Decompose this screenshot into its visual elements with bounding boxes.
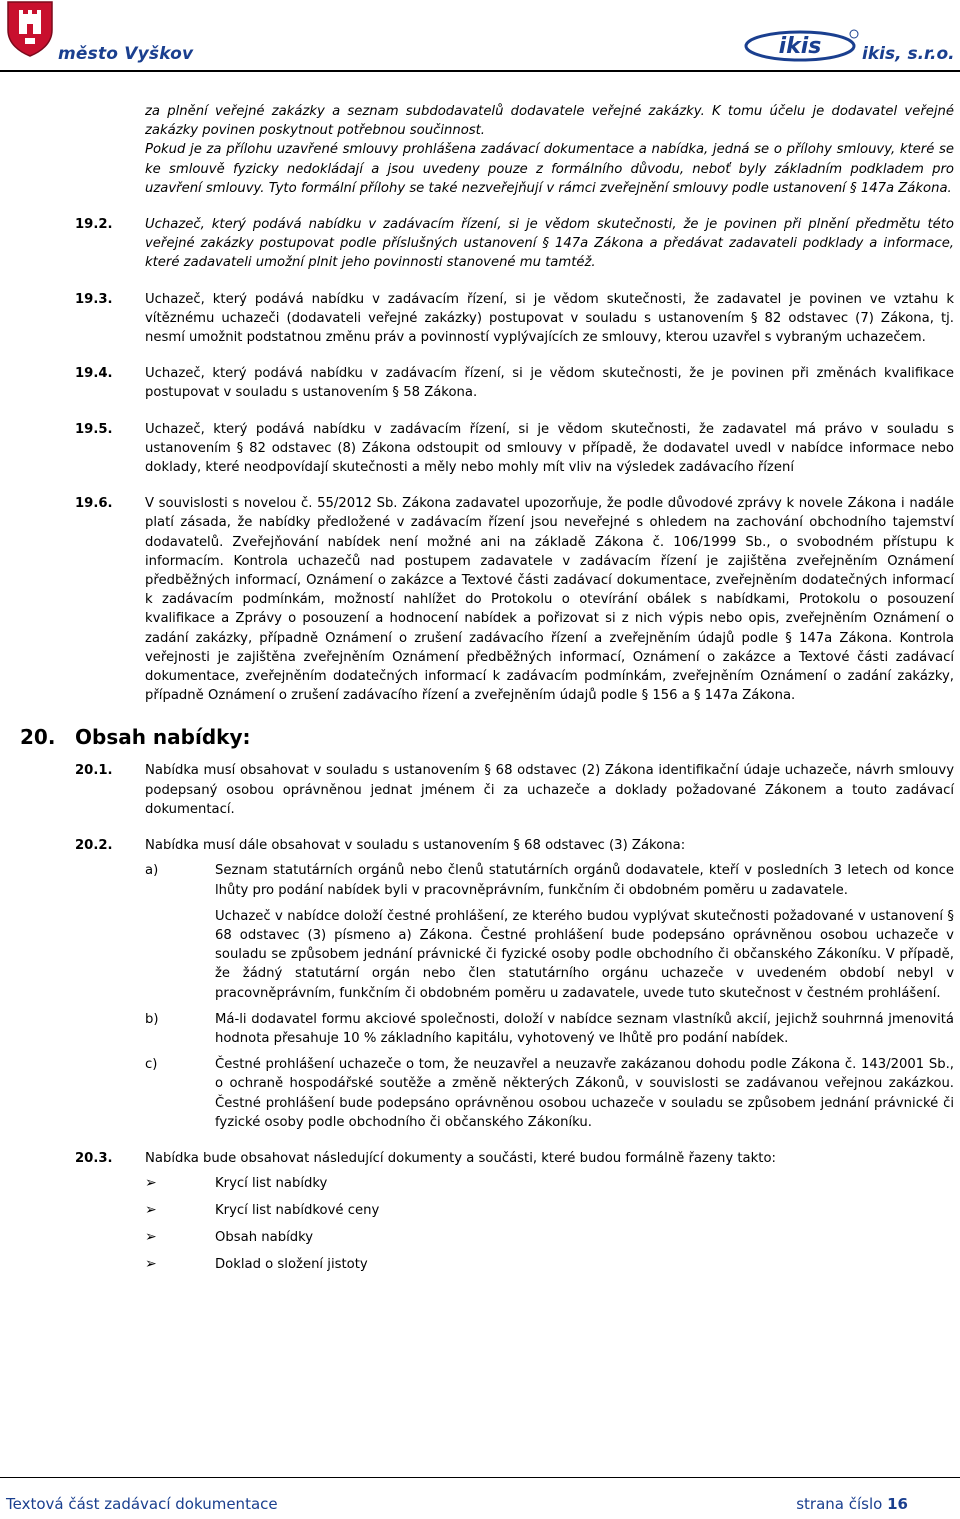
list-item-text: Obsah nabídky — [215, 1230, 314, 1246]
list-item-text: Krycí list nabídky — [215, 1176, 328, 1192]
section-text: Uchazeč, který podává nabídku v zadávacím řízení, si je vědom skutečnosti, že je povinen při změnách kvalifikace postupovat v souladu s ustanovením § 58 Zákona. — [145, 366, 954, 401]
page-number-value: 16 — [887, 1495, 908, 1513]
list-item — [0, 1170, 960, 1197]
section-text: Nabídka bude obsahovat následující dokumenty a součásti, které budou formálně řazeny takto: — [145, 1150, 776, 1166]
section-19-3 — [0, 290, 960, 348]
section-number: 19.2. — [75, 217, 113, 233]
town-crest-icon — [6, 0, 54, 58]
section-text: Uchazeč, který podává nabídku v zadávacím řízení, si je vědom skutečnosti, že zadavatel má právo v souladu s ustanovením § 82 odstavec (8) Zákona odstoupit od smlouvy v případě, že dodavatel uvedl v nabídce informace nebo doklady, které neodpovídají skutečnosti a měly nebo mohly mít vliv na výsledek zadávacího řízení — [145, 421, 954, 476]
item-a-declaration — [0, 907, 960, 1003]
item-text: Má-li dodavatel formu akciové společnosti, doloží v nabídce seznam vlastníků akcií, jejichž souhrnná jmenovitá hodnota přesahuje 10 % základního kapitálu, vyhotovený ve lhůtě pro podání nabídek. — [215, 1011, 954, 1046]
section-number: 20.2. — [75, 838, 113, 854]
section-20-1 — [0, 761, 960, 819]
item-label: a) — [145, 863, 159, 879]
list-item — [0, 1251, 960, 1278]
section-19-5 — [0, 420, 960, 478]
item-c — [0, 1055, 960, 1132]
section-text: V souvislosti s novelou č. 55/2012 Sb. Zákona zadavatel upozorňuje, že podle důvodové zprávy k novele Zákona i nadále platí zásada, že nabídky předložené v zadávacím řízení jsou neveřejné s ohledem na zachování obchodního tajemství dodavatelů. Zveřejňování nabídek není možné ani na základě Zákona č. 106/1999 Sb., o svobodném přístupu k informacím. Kontrola uchazečů nad postupem zadavatele v zadávacím řízení je zajištěna zveřejněním Oznámení předběžných informací, Oznámení o zakázce a Textové části zadávací dokumentace, zveřejněním dodatečných informací k zadávacím podmínkám, možností nahlížet do Protokolu o otevírání obálek s nabídkami, Protokolu o posouzení kvalifikace a Zprávy o posouzení a hodnocení nabídek a pořizovat si z nich výpis nebo opis, zveřejněním Oznámení o zadání zakázky, případně Oznámení o zrušení zadávacího řízení a zveřejněním údajů podle § 147a Zákona. Kontrola veřejnosti je zajištěna zveřejněním Oznámení předběžných informací, Oznámení o zakázce a Textové části zadávací dokumentace, zveřejněním dodatečných informací k zadávacím podmínkám, zveřejněním Oznámení o zadání zakázky, případně Oznámení o zrušení zadávacího řízení a zveřejněním údajů podle § 156 a § 147a Zákona. — [145, 496, 954, 704]
ikis-logo-icon — [744, 28, 860, 68]
list-item — [0, 1224, 960, 1251]
document-order-list — [0, 1170, 960, 1278]
item-b — [0, 1010, 960, 1048]
intro-paragraph-1: za plnění veřejné zakázky a seznam subdodavatelů dodavatele veřejné zakázky. K tomu účelu je dodavatel veřejné zakázky povinen poskytnout potřebnou součinnost. — [145, 104, 954, 139]
heading-number: 20. — [20, 725, 56, 750]
list-item-text: Doklad o složení jistoty — [215, 1257, 368, 1273]
list-item-text: Krycí list nabídkové ceny — [215, 1203, 380, 1219]
item-label: b) — [145, 1011, 159, 1027]
page-number — [796, 1495, 908, 1513]
page-header — [0, 0, 960, 70]
section-number: 20.3. — [75, 1150, 113, 1166]
item-a — [0, 861, 960, 899]
section-number: 19.5. — [75, 421, 113, 437]
section-text: Uchazeč, který podává nabídku v zadávacím řízení, si je vědom skutečnosti, že je povinen při plnění předmětu této veřejné zakázky postupovat podle příslušných ustanovení § 147a Zákona a předávat zadavateli podklady a informace, které zadavateli umožní plnit jeho povinnosti stanovené mu tamtéž. — [145, 217, 954, 271]
section-text: Nabídka musí dále obsahovat v souladu s ustanovením § 68 odstavec (3) Zákona: — [145, 838, 686, 854]
page-label: strana číslo — [796, 1495, 883, 1513]
item-text: Čestné prohlášení uchazeče o tom, že neuzavřel a neuzavře zakázanou dohodu podle Zákona č. 143/2001 Sb., o ochraně hospodářské soutěže a změně některých Zákonů, v souvislosti se zadávanou veřejnou zakázkou. Čestné prohlášení bude podepsáno oprávněnou osobou uchazeče v souladu se způsobem jednání právnické či fyzické osoby podle obchodního či občanského Zákoníku. — [215, 1057, 954, 1130]
section-text: Uchazeč, který podává nabídku v zadávacím řízení, si je vědom skutečnosti, že zadavatel je povinen ve vztahu k vítěznému uchazeči (dodavateli veřejné zakázky) postupovat v souladu s ustanovením § 82 odstavec (7) Zákona, tj. nesmí umožnit podstatnou změnu práv a povinností vyplývajících ze smlouvy, kterou uzavřel s vybraným uchazečem. — [145, 291, 954, 346]
item-text: Uchazeč v nabídce doloží čestné prohlášení, ze kterého budou vyplývat skutečnosti požadované v ustanovení § 68 odstavec (3) písmeno a) Zákona. Čestné prohlášení bude podepsáno oprávněnou osobou uchazeče v souladu se způsobem jednání právnické či fyzické osoby podle obchodního či občanského Zákoníku. V případě, že žádný statutární orgán nebo člen statutárního orgánu uchazeče v uvedeném období nebyl v pracovněprávním, funkčním či obdobném poměru u zadavatele, uvede tuto skutečnost v čestném prohlášení. — [215, 908, 954, 1001]
header-divider — [0, 70, 960, 72]
arrow-bullet-icon: ➢ — [145, 1202, 157, 1219]
arrow-bullet-icon: ➢ — [145, 1229, 157, 1246]
section-number: 19.3. — [75, 291, 113, 307]
footer-divider — [0, 1477, 960, 1478]
section-number: 19.4. — [75, 366, 113, 382]
arrow-bullet-icon: ➢ — [145, 1175, 157, 1192]
company-name: ikis, s.r.o. — [862, 44, 955, 64]
item-text: Seznam statutárních orgánů nebo členů statutárních orgánů dodavatele, kteří v posledních 3 letech od konce lhůty pro podání nabídek byli v pracovněprávním, funkčním či obdobném poměru u zadavatele. — [215, 863, 954, 898]
section-20-heading — [0, 723, 960, 751]
section-19-2 — [0, 215, 960, 273]
item-label: c) — [145, 1057, 158, 1073]
footer-document-title: Textová část zadávací dokumentace — [6, 1495, 278, 1513]
arrow-bullet-icon: ➢ — [145, 1256, 157, 1273]
section-19-4 — [0, 364, 960, 402]
heading-title: Obsah nabídky: — [75, 725, 251, 750]
list-item — [0, 1197, 960, 1224]
intro-paragraph-2: Pokud je za přílohu uzavřené smlouvy prohlášena zadávací dokumentace a nabídka, jedná se o přílohy smlouvy, které se ke smlouvě fyzicky nedokládají a jsou uvedeny pouze z formálního důvodu, neboť byly základním podkladem pro uzavření smlouvy. Tyto formální přílohy se také nezveřejňují v rámci zveřejnění smlouvy podle ustanovení § 147a Zákona. — [145, 142, 954, 196]
section-19-6 — [0, 494, 960, 705]
section-number: 20.1. — [75, 763, 113, 779]
section-20-3 — [0, 1149, 960, 1168]
section-20-2 — [0, 836, 960, 855]
town-name: město Vyškov — [58, 44, 194, 64]
document-body — [0, 102, 960, 1278]
section-number: 19.6. — [75, 496, 113, 512]
svg-text:ikis: ikis — [778, 34, 822, 59]
section-text: Nabídka musí obsahovat v souladu s ustanovením § 68 odstavec (2) Zákona identifikační údaje uchazeče, návrh smlouvy podepsaný osobou oprávněnou jednat jménem či za uchazeče a doklady požadované Zákonem a touto zadávací dokumentací. — [145, 763, 954, 817]
